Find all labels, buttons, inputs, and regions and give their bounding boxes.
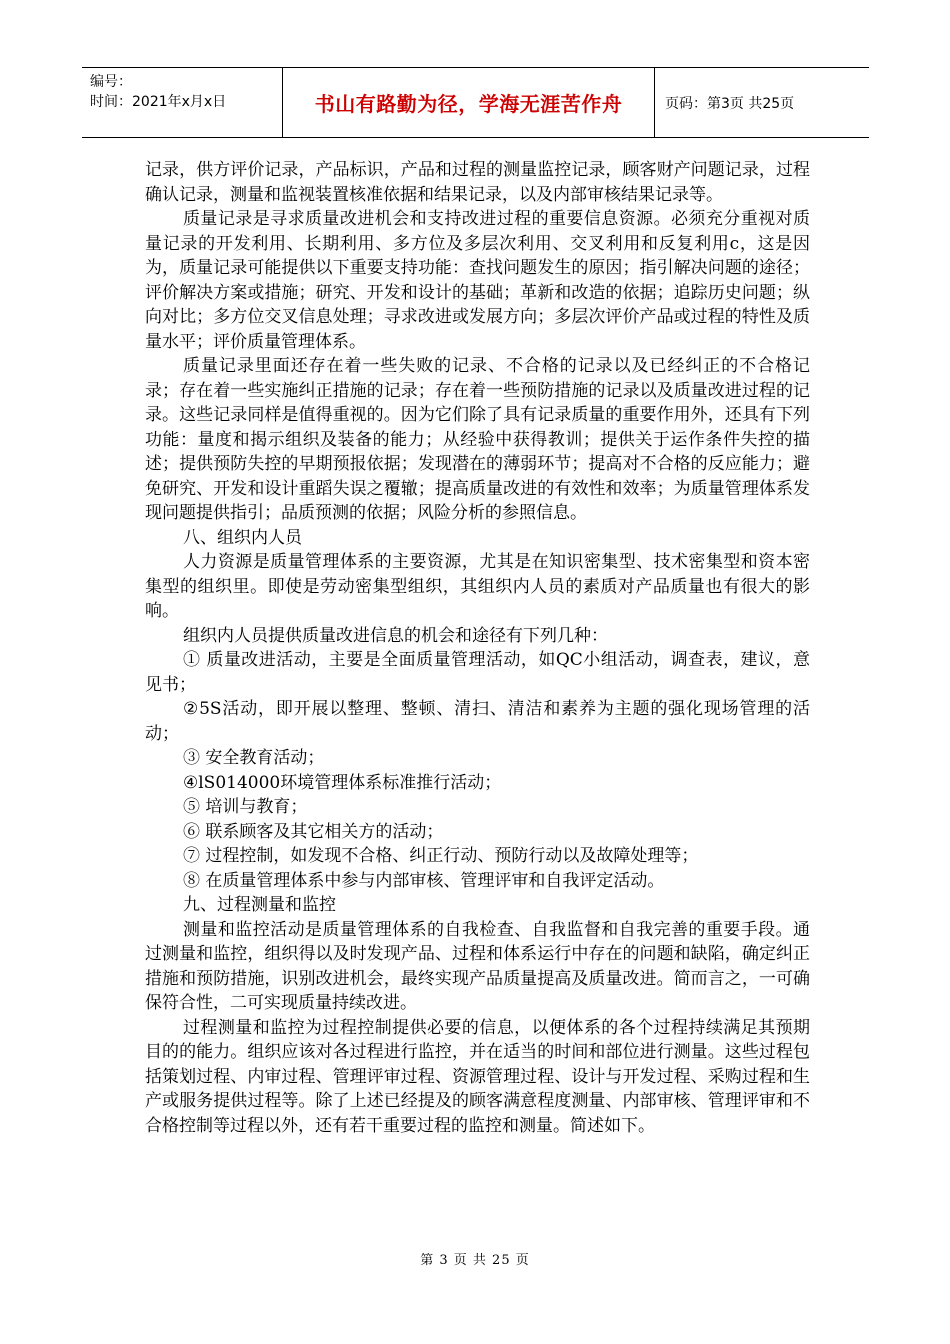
page-header — [82, 67, 869, 138]
header-meta — [82, 68, 282, 137]
list-item: ① 质量改进活动，主要是全面质量管理活动，如QC小组活动，调查表，建议，意见书； — [145, 650, 810, 695]
header-motto: 书山有路勤为径，学海无涯苦作舟 — [314, 92, 623, 116]
paragraph: 质量记录里面还存在着一些失败的记录、不合格的记录以及已经纠正的不合格记录；存在着一些实施纠正措施的记录；存在着一些预防措施的记录以及质量改进过程的记录。这些记录同样是值得重视的。因为它们除了具有记录质量的重要作用外，还具有下列功能：量度和揭示组织及装备的能力；从经验中获得教训；提供关于运作条件失控的描述；提供预防失控的早期预报依据；发现潜在的薄弱环节；提高对不合格的反应能力；避免研究、开发和设计重蹈失误之覆辙；提高质量改进的有效性和效率；为质量管理体系发现问题提供指引；品质预测的依据；风险分析的参照信息。 — [145, 356, 810, 523]
header-motto-cell — [282, 68, 655, 137]
list-item: ⑧ 在质量管理体系中参与内部审核、管理评审和自我评定活动。 — [183, 870, 665, 891]
list-item: ⑤ 培训与教育； — [183, 797, 308, 817]
paragraph: 测量和监控活动是质量管理体系的自我检查、自我监督和自我完善的重要手段。通过测量和监控，组织得以及时发现产品、过程和体系运行中存在的问题和缺陷，确定纠正措施和预防措施，识别改进机会，最终实现产品质量提高及质量改进。简而言之，一可确保符合性，二可实现质量持续改进。 — [145, 919, 810, 1013]
header-page-info-cell — [655, 68, 869, 137]
document-number-label: 编号： — [90, 74, 132, 90]
section-heading-9: 九、过程测量和监控 — [183, 895, 336, 915]
list-item: ④lS014000环境管理体系标准推行活动； — [183, 772, 502, 793]
list-item: ⑦ 过程控制，如发现不合格、纠正行动、预防行动以及故障处理等； — [183, 846, 699, 866]
paragraph: 人力资源是质量管理体系的主要资源，尤其是在知识密集型、技术密集型和资本密集型的组织里。即使是劳动密集型组织，其组织内人员的素质对产品质量也有很大的影响。 — [145, 552, 810, 621]
section-heading-8: 八、组织内人员 — [183, 527, 302, 548]
document-time-label: 时间：2021年x月x日 — [90, 94, 227, 110]
paragraph: 组织内人员提供质量改进信息的机会和途径有下列几种： — [183, 625, 608, 646]
list-item: ③ 安全教育活动； — [183, 748, 325, 768]
document-body — [145, 158, 810, 1138]
header-page-info: 页码：第3页 共25页 — [665, 95, 795, 112]
paragraph: 过程测量和监控为过程控制提供必要的信息，以便体系的各个过程持续满足其预期目的的能力。组织应该对各过程进行监控，并在适当的时间和部位进行测量。这些过程包括策划过程、内审过程、管理评审过程、资源管理过程、设计与开发过程、采购过程和生产或服务提供过程等。除了上述已经提及的顾客满意程度测量、内部审核、管理评审和不合格控制等过程以外，还有若干重要过程的监控和测量。简述如下。 — [145, 1017, 810, 1136]
list-item: ②5S活动，即开展以整理、整顿、清扫、清洁和素养为主题的强化现场管理的活动； — [145, 699, 810, 744]
paragraph-continuation: 记录，供方评价记录，产品标识，产品和过程的测量监控记录，顾客财产问题记录，过程确认记录，测量和监视装置核准依据和结果记录，以及内部审核结果记录等。 — [145, 160, 810, 205]
page-footer: 第 3 页 共 25 页 — [420, 1253, 530, 1268]
paragraph: 质量记录是寻求质量改进机会和支持改进过程的重要信息资源。必须充分重视对质量记录的开发利用、长期利用、多方位及多层次利用、交叉利用和反复利用c，这是因为，质量记录可能提供以下重要支持功能：查找问题发生的原因；指引解决问题的途径；评价解决方案或措施；研究、开发和设计的基础；革新和改造的依据；追踪历史问题；纵向对比；多方位交叉信息处理；寻求改进或发展方向；多层次评价产品或过程的特性及质量水平；评价质量管理体系。 — [145, 209, 810, 352]
list-item: ⑥ 联系顾客及其它相关方的活动； — [183, 821, 444, 842]
